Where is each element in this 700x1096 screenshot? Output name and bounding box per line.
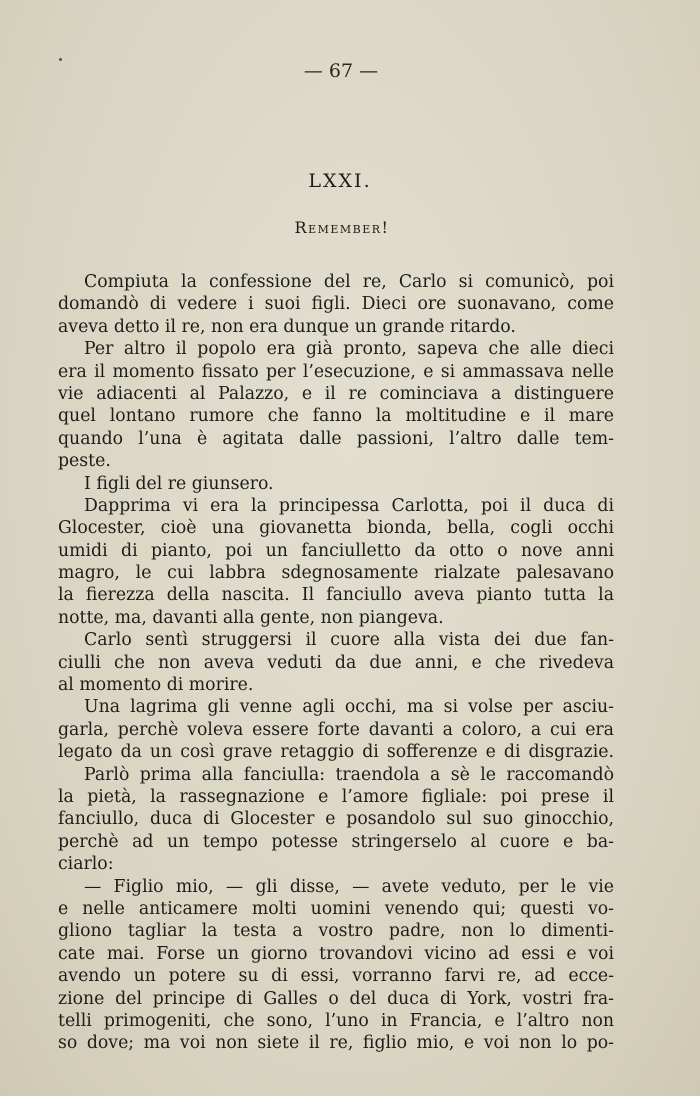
text-line: Compiuta la confessione del re, Carlo si comunicò, poi — [84, 272, 614, 292]
text-line: quel lontano rumore che fanno la moltitudine e il mare — [58, 406, 614, 427]
text-line: gliono tagliar la testa a vostro padre, non lo dimenti- — [58, 921, 614, 942]
page-number: — 67 — — [303, 60, 379, 82]
text-line: peste. — [58, 451, 111, 472]
book-page — [58, 0, 614, 1096]
text-line: fanciullo, duca di Glocester e posandolo sul suo ginocchio, — [58, 809, 614, 830]
chapter-title: Remember! — [294, 218, 390, 237]
text-line: quando l’una è agitata dalle passioni, l’altro dalle tem- — [58, 428, 614, 449]
text-line: perchè ad un tempo potesse stringerselo al cuore e ba- — [58, 831, 614, 852]
text-line: umidi di pianto, poi un fanciulletto da otto o nove anni — [58, 540, 614, 561]
text-line: al momento di morire. — [58, 675, 254, 696]
text-line: — Figlio mio, — gli disse, — avete veduto, per le vie — [84, 876, 614, 897]
text-line: ciulli che non aveva veduti da due anni, e che rivedeva — [58, 652, 614, 673]
text-line: la pietà, la rassegnazione e l’amore figliale: poi prese il — [58, 786, 614, 807]
text-line: garla, perchè voleva essere forte davanti a coloro, a cui era — [58, 719, 614, 740]
text-line: e nelle anticamere molti uomini venendo qui; questi vo- — [58, 898, 614, 919]
text-line: I figli del re giunsero. — [84, 473, 274, 494]
text-line: cate mai. Forse un giorno trovandovi vicino ad essi e voi — [58, 943, 614, 964]
text-line: era il momento fissato per l’esecuzione, e si ammassava nelle — [58, 361, 614, 382]
text-line: Una lagrima gli venne agli occhi, ma si volse per asciu- — [84, 697, 614, 718]
text-line: vie adiacenti al Palazzo, e il re cominciava a distinguere — [58, 383, 614, 404]
text-line: Glocester, cioè una giovanetta bionda, bella, cogli occhi — [58, 518, 614, 539]
text-line: notte, ma, davanti alla gente, non piangeva. — [58, 607, 444, 628]
text-line: Carlo sentì struggersi il cuore alla vista dei due fan- — [84, 630, 614, 651]
text-line: ciarlo: — [58, 854, 114, 875]
text-line: domandò di vedere i suoi figli. Dieci ore suonavano, come — [58, 294, 614, 315]
text-line: legato da un così grave retaggio di sofferenze e di disgrazie. — [58, 742, 614, 763]
text-line: avendo un potere su di essi, vorranno farvi re, ad ecce- — [58, 966, 614, 987]
text-line: Dapprima vi era la principessa Carlotta, poi il duca di — [84, 495, 614, 516]
text-line: la fierezza della nascita. Il fanciullo aveva pianto tutta la — [58, 585, 614, 606]
text-line: aveva detto il re, non era dunque un grande ritardo. — [58, 316, 516, 337]
text-line: zione del principe di Galles o del duca di York, vostri fra- — [58, 988, 614, 1009]
text-line: Parlò prima alla fanciulla: traendola a sè le raccomandò — [84, 764, 614, 785]
body-text — [58, 271, 614, 1055]
text-line: Per altro il popolo era già pronto, sapeva che alle dieci — [84, 339, 614, 360]
text-line: telli primogeniti, che sono, l’uno in Francia, e l’altro non — [58, 1010, 614, 1031]
chapter-number: LXXI. — [308, 170, 372, 192]
text-line: magro, le cui labbra sdegnosamente rialzate palesavano — [58, 563, 614, 584]
text-line: so dove; ma voi non siete il re, figlio mio, e voi non lo po- — [58, 1033, 614, 1054]
